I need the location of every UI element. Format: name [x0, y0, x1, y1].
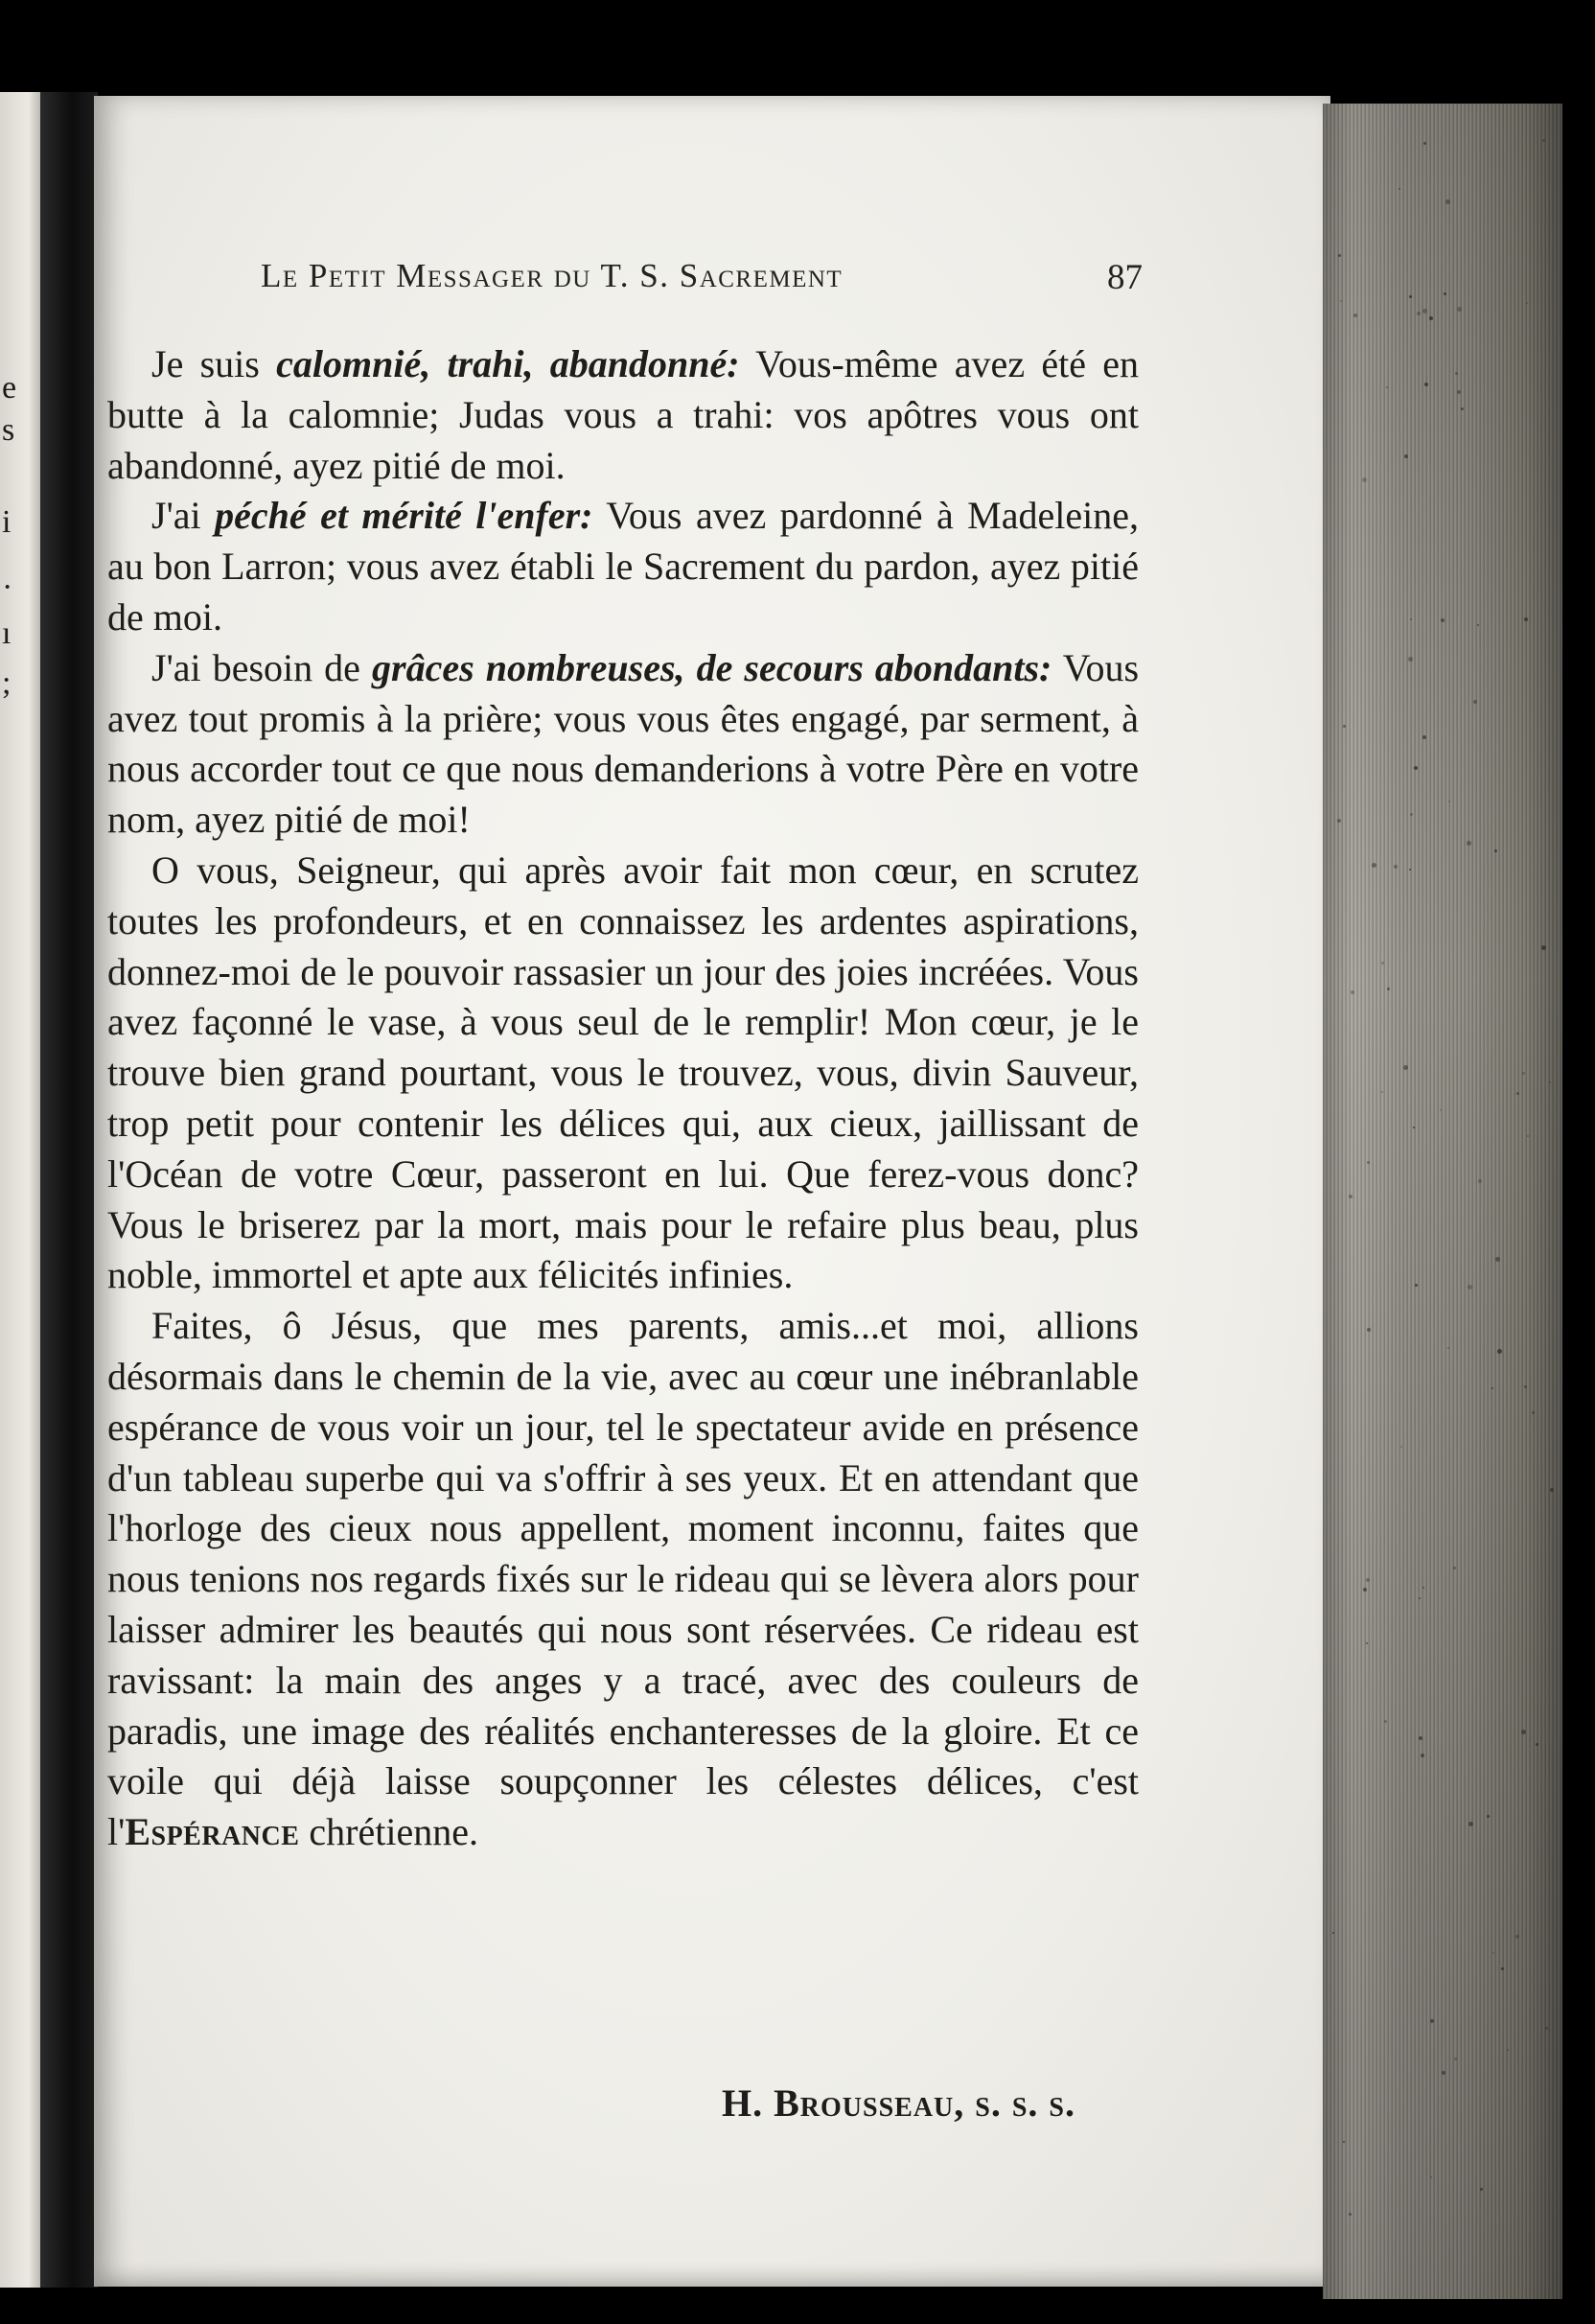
scan-speck — [1424, 383, 1428, 386]
scan-speck — [1410, 618, 1412, 620]
scan-speck — [1415, 1284, 1418, 1287]
scan-speck — [1527, 1135, 1529, 1137]
scan-speck — [1362, 477, 1367, 482]
scan-speck — [1545, 2027, 1548, 2030]
left-page-letter: ı — [2, 616, 12, 651]
paragraph-text: Vous avez pardonné à Madeleine, au bon Larron; vous avez établi le Sacrement du pardon, ayez pitié de moi. — [107, 494, 1139, 639]
scan-speck — [1442, 2071, 1445, 2075]
scan-speck — [1417, 312, 1421, 315]
scan-speck — [1468, 1285, 1472, 1290]
paragraph — [107, 339, 1139, 491]
scan-speck — [1363, 1588, 1367, 1592]
scan-speck — [1492, 1952, 1494, 1954]
scan-speck — [1536, 1743, 1538, 1746]
running-title: Le Petit Messager du T. S. Sacrement — [261, 257, 844, 294]
scan-speck — [1366, 1642, 1368, 1644]
scan-speck — [1549, 1081, 1551, 1083]
scan-speck — [1367, 1161, 1370, 1164]
scan-speck — [1430, 2176, 1432, 2178]
scan-speck — [1468, 1822, 1473, 1826]
paragraph-text: J'ai — [151, 494, 216, 538]
scan-speck — [1423, 142, 1426, 145]
scan-speck — [1337, 819, 1341, 823]
smallcaps-text: Espérance — [125, 1810, 300, 1854]
scan-speck — [1338, 254, 1341, 257]
scan-speck — [1409, 869, 1411, 871]
scan-speck — [1400, 1446, 1402, 1448]
scan-speck — [1447, 1347, 1449, 1349]
scan-speck — [1480, 2188, 1483, 2191]
scan-speck — [1526, 302, 1528, 304]
scan-speck — [1386, 386, 1388, 388]
scan-speck — [1441, 618, 1445, 622]
scan-speck — [1491, 1387, 1493, 1389]
scan-speck — [1494, 849, 1497, 852]
book-gutter — [40, 92, 98, 2288]
left-page-letter: · — [2, 569, 13, 605]
scan-speck — [1440, 1109, 1442, 1111]
scan-speck — [1487, 1815, 1490, 1818]
scan-speck — [1445, 199, 1450, 204]
page-block-shadow — [1323, 104, 1562, 2299]
scan-speck — [1381, 962, 1384, 964]
body-text — [107, 339, 1139, 1858]
scan-speck — [1550, 1488, 1554, 1492]
paragraph-text: O vous, Seigneur, qui après avoir fait mon cœur, en scrutez toutes les profondeurs, et en connaissez les ardentes aspirations, donnez-moi de le pouvoir rassasier un jour des joies incréées. Vous avez façonné le vase, à vous seul de le remplir! Mon cœur, je le trouve bien grand pourtant, vous le trouvez, vous, divin Sauveur, trop petit pour contenir les délices qui, aux cieux, jaillissant de l'Océan de votre Cœur, passeront en lui. Que ferez-vous donc? Vous le briserez par la mort, mais pour le refaire plus beau, plus noble, immortel et apte aux félicités infinies. — [107, 848, 1139, 1297]
scan-speck — [1404, 454, 1408, 458]
scan-speck — [1422, 735, 1426, 739]
scan-speck — [1455, 372, 1458, 375]
paragraph-text: Vous-même avez été en butte à la calomnie; Judas vous a trahi: vos apôtres vous ont abandonné, ayez pitié de moi. — [107, 342, 1139, 487]
scan-speck — [1473, 700, 1477, 704]
emphasis-text: péché et mérité l'enfer: — [215, 494, 593, 538]
emphasis-text: calomnié, trahi, abandonné: — [276, 342, 740, 385]
left-page-letter: ; — [2, 665, 12, 701]
scan-speck — [1444, 292, 1446, 295]
left-page-edge — [0, 92, 40, 2288]
scan-speck — [1387, 988, 1390, 990]
scan-speck — [1349, 2213, 1352, 2216]
scan-speck — [1332, 1932, 1334, 1934]
scan-speck — [1422, 1587, 1424, 1589]
scan-speck — [1414, 766, 1418, 770]
scan-speck — [1413, 1127, 1415, 1128]
paragraph — [107, 846, 1139, 1301]
scan-speck — [1351, 990, 1354, 994]
scan-speck — [1467, 841, 1471, 846]
scan-speck — [1453, 1567, 1456, 1569]
scan-speck — [1454, 2057, 1457, 2060]
scan-speck — [1366, 1578, 1370, 1582]
paragraph-text: Faites, ô Jésus, que mes parents, amis...et moi, allions désormais dans le chemin de la vie, avec au cœur une inébranlable espérance de vous voir un jour, tel le spectateur avide en présence d'un tableau superbe qui va s'offrir à ses yeux. Et en attendant que l'horloge des cieux nous appellent, moment inconnu, faites que nous tenions nos regards fixés sur le rideau qui se lèvera alors pour laisser admirer les beautés qui nous sont réservées. Ce rideau est ravissant: la main des anges y a tracé, avec des couleurs de paradis, une image des réalités enchanteresses de la gloire. Et ce voile qui déjà laisse soupçonner les célestes délices, c'est l' — [107, 1304, 1139, 1854]
paragraph-text: Vous avez tout promis à la prière; vous vous êtes engagé, par serment, à nous accorder tout ce que nous demanderions à votre Père en votre nom, ayez pitié de moi! — [107, 645, 1140, 842]
scan-speck — [1515, 1935, 1519, 1939]
scan-speck — [1422, 309, 1427, 314]
paragraph-text: J'ai besoin de — [151, 645, 372, 689]
scan-speck — [1497, 1349, 1502, 1354]
scan-speck — [1457, 307, 1462, 312]
scan-speck — [1394, 865, 1398, 869]
scan-speck — [1495, 1257, 1500, 1262]
scan-speck — [1343, 725, 1346, 728]
scan-speck — [1507, 2049, 1509, 2051]
scan-speck — [1409, 295, 1412, 298]
scan-speck — [1457, 390, 1461, 394]
emphasis-text: grâces nombreuses, de secours abondants: — [372, 645, 1052, 689]
scan-speck — [1408, 657, 1413, 662]
scan-speck — [1384, 1720, 1387, 1723]
left-page-letter: e — [2, 370, 17, 406]
scan-speck — [1421, 1754, 1424, 1757]
scan-speck — [1381, 1091, 1383, 1093]
running-head — [261, 257, 1143, 305]
scan-speck — [1461, 407, 1464, 410]
paragraph-text: Je suis — [151, 342, 277, 385]
scan-speck — [1478, 1179, 1482, 1183]
scan-speck — [1372, 863, 1376, 868]
left-page-letter: s — [2, 412, 15, 448]
scan-speck — [1367, 1328, 1371, 1332]
page-number: 87 — [1107, 258, 1143, 297]
author-signature: H. Brousseau, s. s. s. — [722, 2081, 1075, 2125]
left-page-letter: i — [2, 504, 12, 540]
scan-speck — [1430, 2019, 1434, 2023]
scan-speck — [1410, 813, 1413, 816]
paragraph — [107, 643, 1139, 846]
scan-speck — [1399, 188, 1400, 190]
scan-speck — [1353, 314, 1357, 317]
scan-speck — [1501, 1967, 1504, 1970]
scan-speck — [1448, 801, 1450, 802]
scan-speck — [1524, 617, 1528, 621]
scan-speck — [1403, 1065, 1408, 1070]
paragraph — [107, 491, 1139, 642]
scan-speck — [1516, 1092, 1519, 1095]
scan-speck — [1419, 1597, 1421, 1599]
paragraph-text: chrétienne. — [299, 1810, 478, 1854]
scan-speck — [1429, 316, 1433, 320]
scan-speck — [1532, 1411, 1535, 1414]
scan-speck — [1349, 1195, 1352, 1198]
scan-speck — [1524, 1385, 1527, 1388]
scan-speck — [1419, 1736, 1422, 1740]
scan-speck — [1522, 1072, 1525, 1075]
scan-speck — [1542, 139, 1545, 142]
scan-speck — [1521, 1730, 1526, 1734]
paragraph — [107, 1301, 1139, 1858]
scan-speck — [1477, 624, 1479, 626]
scan-speck — [1343, 2141, 1345, 2143]
scan-speck — [1340, 300, 1342, 302]
scan-speck — [1541, 945, 1546, 950]
